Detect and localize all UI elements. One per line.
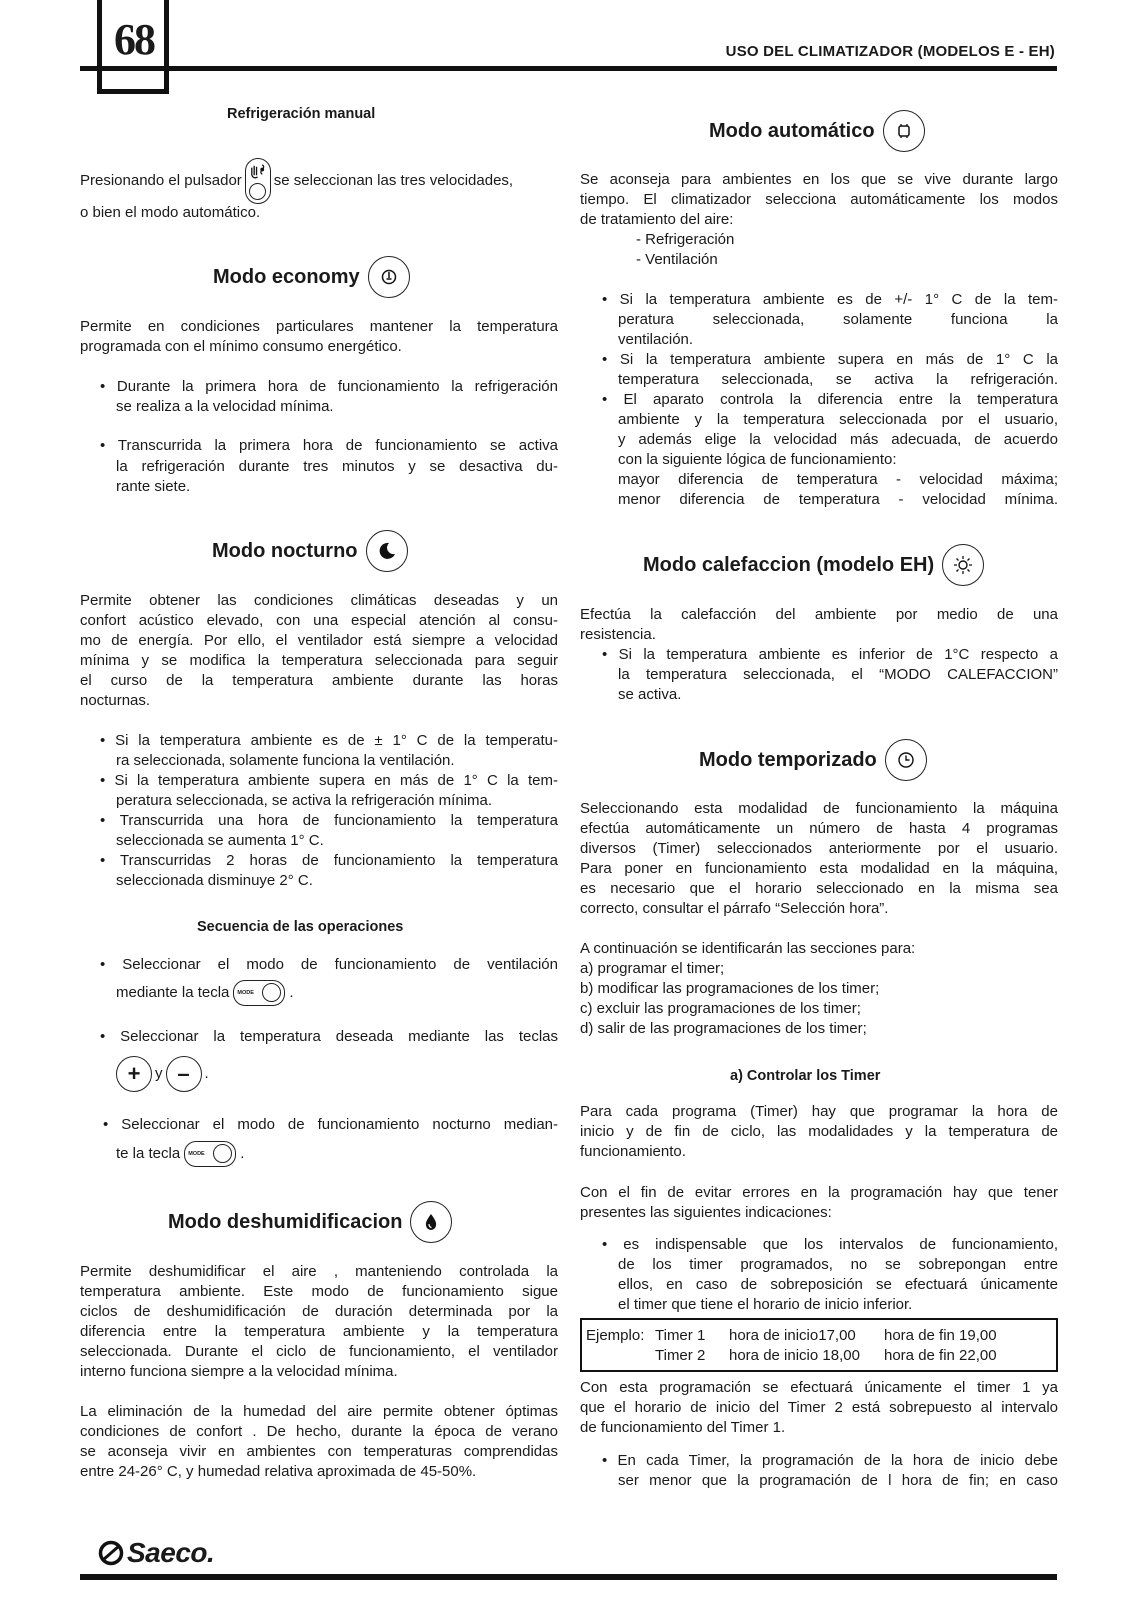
header-rule	[80, 66, 1057, 71]
example-label: Ejemplo:	[586, 1327, 645, 1344]
nocturno-p-line: Permite obtener las condiciones climáticas deseadas y un	[80, 592, 558, 609]
page-number: 68	[114, 15, 154, 64]
bullet-line: • En cada Timer, la programación de la hora de inicio debe	[602, 1452, 1058, 1469]
auto-list-item: - Refrigeración	[636, 231, 735, 248]
temp-list-line: c) excluir las programaciones de los timer;	[580, 1000, 861, 1017]
bullet-line: seleccionada se aumenta 1° C.	[116, 832, 324, 849]
bullet-line: se realiza a la velocidad mínima.	[116, 398, 334, 415]
temp-p-line: diversos (Timer) seleccionados anteriormente por el usuario.	[580, 840, 1058, 857]
hand-fan-icon	[248, 161, 267, 180]
moon-icon	[366, 530, 408, 572]
economy-heading	[213, 256, 410, 298]
bullet-line: ser menor que la programación de l hora de fin; en caso	[618, 1472, 1058, 1489]
deshum-p-line: La eliminación de la humedad del aire permite obtener óptimas	[80, 1403, 558, 1420]
brand-logo	[98, 1539, 214, 1567]
calef-heading	[643, 544, 984, 586]
example-timer: Timer 2	[655, 1347, 706, 1364]
after-p-line: que el horario de inicio del Timer 2 está sobrepuesto al intervalo	[580, 1399, 1058, 1416]
calef-p-line: resistencia.	[580, 626, 656, 643]
refrig-text-a: Presionando el pulsador	[80, 171, 242, 189]
clock-icon	[885, 739, 927, 781]
after-p-line: de funcionamiento del Timer 1.	[580, 1419, 786, 1436]
plus-key-icon	[116, 1056, 152, 1092]
mode-key-label: MODE	[188, 1150, 205, 1157]
bullet-line: • Durante la primera hora de funcionamiento la refrigeración	[100, 378, 558, 395]
deshum-p-line: temperatura ambiente. Este modo de funcionamiento sigue	[80, 1283, 558, 1300]
minus-key-icon	[166, 1056, 202, 1092]
nocturno-p-line: nocturnas.	[80, 692, 151, 709]
bullet-line: • Si la temperatura ambiente es de ± 1° C de la temperatu-	[100, 732, 558, 749]
fan-speed-button-icon	[245, 158, 271, 204]
bullet-line: ambiente y la temperatura seleccionada por el usuario,	[618, 411, 1058, 428]
auto-p-line: tiempo. El climatizador selecciona automáticamente los modos	[580, 191, 1058, 208]
economy-p-line: programada con el mínimo consumo energético.	[80, 338, 402, 355]
auto-mode-icon	[883, 110, 925, 152]
sun-icon	[942, 544, 984, 586]
economy-p-line: Permite en condiciones particulares mantener la temperatura	[80, 318, 558, 335]
bullet-line: ventilación.	[618, 331, 694, 348]
deshum-p-line: ciclos de deshumidificación de duración determinada por la	[80, 1303, 558, 1320]
footer-rule	[80, 1574, 1057, 1580]
bullet-line: • Si la temperatura ambiente supera en más de 1° C la	[602, 351, 1058, 368]
conjunction-y: y	[155, 1064, 163, 1082]
bullet-line: ra seleccionada, solamente funciona la ventilación.	[116, 752, 455, 769]
temp-p-line: efectúa automáticamente un número de hasta 4 programas	[580, 820, 1058, 837]
nocturno-p-line: mo de energía. Por ello, el ventilador está siempre a velocidad	[80, 632, 558, 649]
sec-b1-text: mediante la tecla	[116, 983, 230, 1001]
bullet-line: temperatura seleccionada, se activa la refrigeración.	[618, 371, 1058, 388]
temp-title: Modo temporizado	[699, 748, 877, 771]
deshum-p-line: condiciones de confort . De hecho, durante la época de verano	[80, 1423, 558, 1440]
sec-bullet-1-line2	[116, 980, 294, 1006]
bullet-line: peratura seleccionada, solamente funciona la	[618, 311, 1058, 328]
economy-icon	[368, 256, 410, 298]
saeco-swirl-icon	[98, 1540, 124, 1566]
period: .	[289, 983, 294, 1001]
temp-list-line: d) salir de las programaciones de los timer;	[580, 1020, 867, 1037]
sec-bullet-2-line1: • Seleccionar la temperatura deseada mediante las teclas	[100, 1028, 558, 1045]
bullet-line: peratura seleccionada, se activa la refrigeración mínima.	[116, 792, 493, 809]
bullet-line: • Si la temperatura ambiente supera en más de 1° C la tem-	[100, 772, 558, 789]
deshum-title: Modo deshumidificacion	[168, 1210, 403, 1233]
bullet-line: mayor diferencia de temperatura - velocidad máxima;	[618, 471, 1058, 488]
auto-title: Modo automático	[709, 119, 875, 142]
period: .	[240, 1144, 245, 1162]
period: .	[204, 1064, 209, 1082]
deshum-p-line: seleccionada. Durante el ciclo de funcionamiento, el ventilador	[80, 1343, 558, 1360]
sec-bullet-3-line1: • Seleccionar el modo de funcionamiento nocturno median-	[103, 1116, 558, 1133]
temp-list-line: a) programar el timer;	[580, 960, 725, 977]
refrig-title: Refrigeración manual	[227, 106, 376, 122]
nocturno-heading	[212, 530, 408, 572]
mode-key-circle	[262, 983, 281, 1002]
example-start: hora de inicio 18,00	[729, 1347, 860, 1364]
refrig-line1	[80, 158, 513, 204]
auto-p-line: Se aconseja para ambientes en los que se vive durante largo	[580, 171, 1058, 188]
bullet-line: rante siete.	[116, 478, 191, 495]
temp-list-line: b) modificar las programaciones de los timer;	[580, 980, 880, 997]
temp-p-line: Seleccionando esta modalidad de funcionamiento la máquina	[580, 800, 1058, 817]
mode-key-icon	[233, 980, 285, 1006]
secuencia-title: Secuencia de las operaciones	[197, 919, 404, 935]
mode-key-label: MODE	[237, 989, 254, 996]
bullet-line: • Si la temperatura ambiente es de +/- 1° C de la tem-	[602, 291, 1058, 308]
brand-name: Saeco.	[127, 1537, 215, 1568]
temp-p-line: es necesario que el horario seleccionado en la misma sea	[580, 880, 1058, 897]
nocturno-p-line: el curso de la temperatura ambiente durante las horas	[80, 672, 558, 689]
example-start: hora de inicio17,00	[729, 1327, 856, 1344]
deshum-p-line: Permite deshumidificar el aire , manteniendo controlada la	[80, 1263, 558, 1280]
auto-p-line: de tratamiento del aire:	[580, 211, 734, 228]
mode-key-icon	[184, 1141, 236, 1167]
bullet-line: la temperatura seleccionada, el “MODO CALEFACCION”	[618, 666, 1058, 683]
calef-p-line: Efectúa la calefacción del ambiente por medio de una	[580, 606, 1058, 623]
example-box	[580, 1318, 1058, 1372]
after-p-line: Con esta programación se efectuará únicamente el timer 1 ya	[580, 1379, 1058, 1396]
auto-list-item: - Ventilación	[636, 251, 718, 268]
temp-p-line: Para poner en funcionamiento esta modalidad en la máquina,	[580, 860, 1058, 877]
plus-key-glyph: +	[127, 1061, 141, 1086]
bullet-line: se activa.	[618, 686, 682, 703]
ctrl-p-line: Con el fin de evitar errores en la programación hay que tener	[580, 1184, 1058, 1201]
bullet-line: con la siguiente lógica de funcionamiento:	[618, 451, 897, 468]
temp-p-line: correcto, consultar el párrafo “Selección hora”.	[580, 900, 889, 917]
ctrl-p-line: Para cada programa (Timer) hay que programar la hora de	[580, 1103, 1058, 1120]
bullet-line: seleccionada disminuye 2° C.	[116, 872, 313, 889]
bullet-line: menor diferencia de temperatura - velocidad mínima.	[618, 491, 1058, 508]
example-timer: Timer 1	[655, 1327, 706, 1344]
auto-heading	[709, 110, 925, 152]
bullet-line: • Transcurrida una hora de funcionamiento la temperatura	[100, 812, 558, 829]
bullet-line: • Transcurridas 2 horas de funcionamiento la temperatura	[100, 852, 558, 869]
bullet-line: • Transcurrida la primera hora de funcionamiento se activa	[100, 437, 558, 454]
mode-key-circle	[213, 1144, 232, 1163]
bullet-line: • Si la temperatura ambiente es inferior de 1°C respecto a	[602, 646, 1058, 663]
nocturno-p-line: confort acústico elevado, con una especial atención al consu-	[80, 612, 558, 629]
nocturno-p-line: mínima y se modifica la temperatura seleccionada para seguir	[80, 652, 558, 669]
calef-title: Modo calefaccion (modelo EH)	[643, 553, 935, 576]
ctrl-title: a) Controlar los Timer	[730, 1068, 881, 1084]
nocturno-title: Modo nocturno	[212, 539, 358, 562]
example-end: hora de fin 22,00	[884, 1347, 997, 1364]
sec-bullet-1-line1: • Seleccionar el modo de funcionamiento de ventilación	[100, 956, 558, 973]
deshum-p-line: diferencia entre la temperatura ambiente y la temperatura	[80, 1323, 558, 1340]
fan-button-circle	[249, 183, 266, 200]
economy-title: Modo economy	[213, 265, 360, 288]
bullet-line: de los timer programados, no se sobrepongan entre	[618, 1256, 1058, 1273]
deshum-p-line: se aconseja vivir en ambientes con temperaturas comprendidas	[80, 1443, 558, 1460]
bullet-line: • El aparato controla la diferencia entre la temperatura	[602, 391, 1058, 408]
example-end: hora de fin 19,00	[884, 1327, 997, 1344]
ctrl-p-line: presentes las siguientes indicaciones:	[580, 1204, 832, 1221]
temp-list-line: A continuación se identificarán las secciones para:	[580, 940, 916, 957]
ctrl-p-line: funcionamiento.	[580, 1143, 686, 1160]
deshum-p-line: interno funciona siempre a la velocidad mínima.	[80, 1363, 398, 1380]
temp-heading	[699, 739, 927, 781]
deshum-p-line: entre 24-26° C, y humedad relativa aproximada de 45-50%.	[80, 1463, 477, 1480]
minus-key-glyph: –	[177, 1061, 190, 1086]
refrig-line2: o bien el modo automático.	[80, 204, 261, 221]
bullet-line: ellos, en caso de sobreposición se efectuará únicamente	[618, 1276, 1058, 1293]
bullet-line: la refrigeración durante tres minutos y se desactiva du-	[116, 458, 558, 475]
ctrl-p-line: inicio y de fin de ciclo, las modalidades y la temperatura de	[580, 1123, 1058, 1140]
sec-bullet-2-line2	[116, 1056, 209, 1092]
sec-b3-text: te la tecla	[116, 1144, 181, 1162]
water-drop-icon	[410, 1201, 452, 1243]
bullet-line: • es indispensable que los intervalos de funcionamiento,	[602, 1236, 1058, 1253]
bullet-line: el timer que tiene el horario de inicio inferior.	[618, 1296, 913, 1313]
sec-bullet-3-line2	[116, 1141, 244, 1167]
bullet-line: y además elige la velocidad más adecuada, de acuerdo	[618, 431, 1058, 448]
section-title: USO DEL CLIMATIZADOR (MODELOS E - EH)	[725, 43, 1055, 60]
refrig-text-b: se seleccionan las tres velocidades,	[273, 171, 514, 189]
deshum-heading	[168, 1201, 452, 1243]
